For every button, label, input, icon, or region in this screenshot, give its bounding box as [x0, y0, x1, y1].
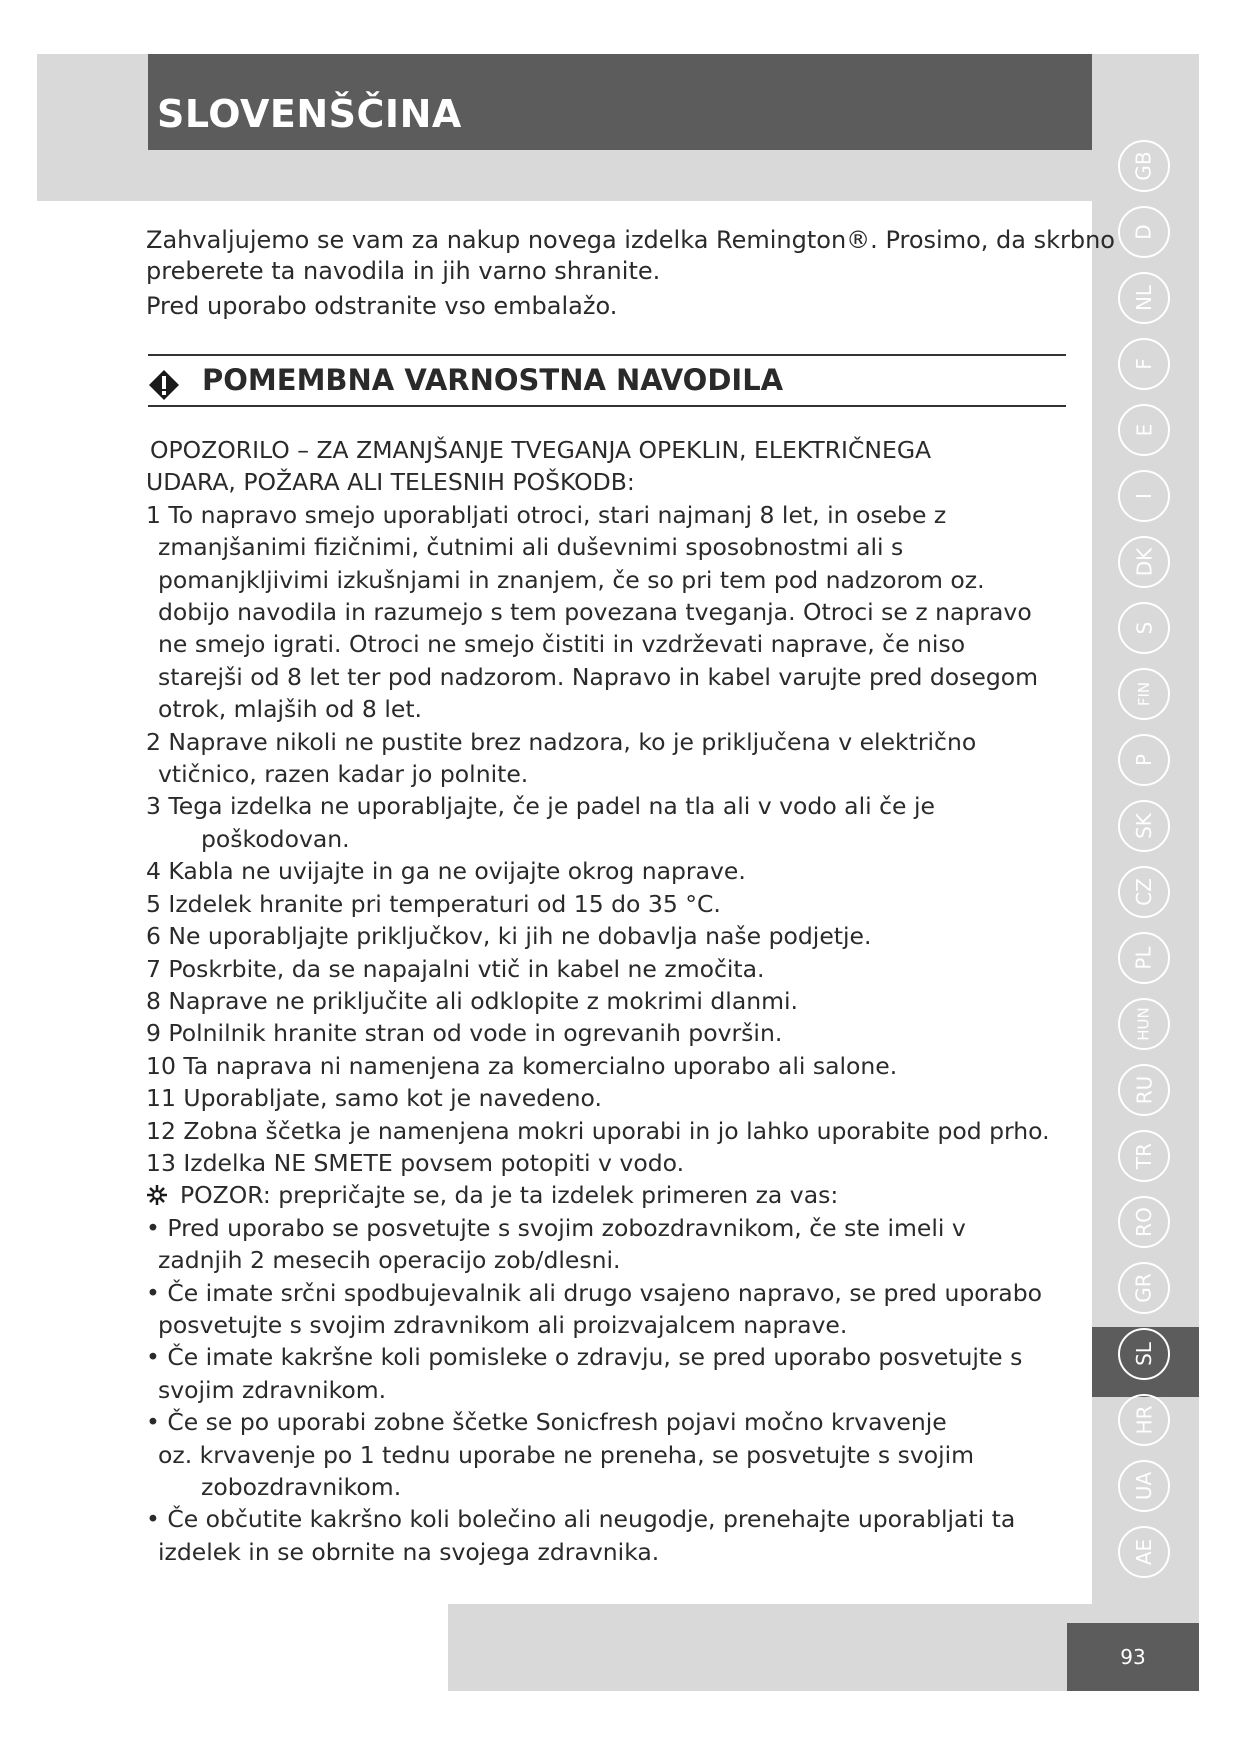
language-tab-e[interactable]: [1118, 404, 1170, 456]
language-tab-label: DK: [1131, 547, 1156, 577]
intro-line: Pred uporabo odstranite vso embalažo.: [146, 292, 618, 320]
page-title: SLOVENŠČINA: [157, 92, 462, 136]
list-item: 6 Ne uporabljajte priključkov, ki jih ne dobavlja naše podjetje.: [146, 922, 872, 951]
list-item-continuation: dobijo navodila in razumejo s tem povezana tveganja. Otroci se z napravo: [158, 598, 1032, 627]
language-tab-label: TR: [1132, 1142, 1156, 1170]
list-item-continuation: vtičnico, razen kadar jo polnite.: [158, 760, 529, 789]
language-tab-label: F: [1131, 358, 1156, 370]
list-item: 9 Polnilnik hranite stran od vode in ogrevanih površin.: [146, 1019, 783, 1048]
list-item-continuation: poškodovan.: [201, 824, 350, 853]
language-tab-label: P: [1132, 753, 1156, 767]
language-tab-p[interactable]: [1118, 734, 1170, 786]
list-item: 2 Naprave nikoli ne pustite brez nadzora, ko je priključena v električno: [146, 727, 977, 756]
language-tab-pl[interactable]: [1118, 932, 1170, 984]
language-tab-gb[interactable]: [1118, 140, 1170, 192]
language-tab-label: D: [1132, 224, 1156, 240]
language-tab-hun[interactable]: [1118, 998, 1170, 1050]
language-tab-fin[interactable]: [1118, 668, 1170, 720]
language-tab-label: GR: [1132, 1273, 1156, 1303]
bullet-item-continuation: svojim zdravnikom.: [158, 1375, 387, 1404]
language-tab-tr[interactable]: [1118, 1130, 1170, 1182]
language-tab-label: E: [1131, 423, 1156, 437]
bullet-item: • Če imate kakršne koli pomisleke o zdravju, se pred uporabo posvetujte s: [146, 1343, 1023, 1372]
warning-line: UDARA, POŽARA ALI TELESNIH POŠKODB:: [146, 468, 635, 497]
bullet-item: • Če se po uporabi zobne ščetke Sonicfresh pojavi močno krvavenje: [146, 1408, 947, 1437]
section-rule-bottom: [148, 405, 1066, 407]
list-item: 3 Tega izdelka ne uporabljajte, če je padel na tla ali v vodo ali če je: [146, 792, 935, 821]
language-tab-hr[interactable]: [1118, 1394, 1170, 1446]
intro-line: preberete ta navodila in jih varno shranite.: [146, 257, 661, 285]
language-tab-cz[interactable]: [1118, 866, 1170, 918]
caution-label: POZOR: prepričajte se, da je ta izdelek primeren za vas:: [180, 1181, 839, 1210]
language-tab-label: S: [1131, 621, 1156, 635]
language-tab-ro[interactable]: [1118, 1196, 1170, 1248]
language-tab-label: SL: [1132, 1342, 1156, 1366]
list-item-continuation: zmanjšanimi fizičnimi, čutnimi ali duševnimi sposobnostmi ali s: [158, 533, 904, 562]
bullet-item-continuation: posvetujte s svojim zdravnikom ali proizvajalcem naprave.: [158, 1310, 848, 1339]
list-item: 13 Izdelka NE SMETE povsem potopiti v vodo.: [146, 1148, 685, 1177]
caution-line: [146, 1179, 1076, 1211]
language-tab-d[interactable]: [1118, 206, 1170, 258]
bullet-item-continuation: zobozdravnikom.: [201, 1473, 402, 1501]
bullet-item: • Pred uporabo se posvetujte s svojim zobozdravnikom, če ste imeli v: [146, 1213, 966, 1242]
section-rule-top: [148, 354, 1066, 356]
language-tab-label: RU: [1131, 1075, 1156, 1105]
language-tab-label: HR: [1132, 1405, 1156, 1435]
language-tab-label: AE: [1131, 1538, 1156, 1566]
list-item: 8 Naprave ne priključite ali odklopite z mokrimi dlanmi.: [146, 986, 799, 1015]
language-tab-ua[interactable]: [1118, 1460, 1170, 1512]
language-tab-label: I: [1132, 493, 1156, 499]
language-tab-label: PL: [1131, 946, 1156, 970]
language-tab-gr[interactable]: [1118, 1262, 1170, 1314]
language-tab-ae[interactable]: [1118, 1526, 1170, 1578]
language-tab-label: HUN: [1134, 1007, 1153, 1041]
language-tab-i[interactable]: [1118, 470, 1170, 522]
bullet-item-continuation: oz. krvavenje po 1 tednu uporabe ne preneha, se posvetujte s svojim: [158, 1440, 975, 1469]
safety-instructions: [146, 434, 1076, 1568]
list-item: 7 Poskrbite, da se napajalni vtič in kabel ne zmočita.: [146, 954, 765, 983]
language-tab-nl[interactable]: [1118, 272, 1170, 324]
list-item: 4 Kabla ne uvijajte in ga ne ovijajte okrog naprave.: [146, 857, 746, 886]
bullet-item: • Če občutite kakršno koli bolečino ali neugodje, prenehajte uporabljati ta: [146, 1505, 1016, 1534]
section-heading: POMEMBNA VARNOSTNA NAVODILA: [202, 363, 784, 397]
bullet-item-continuation: izdelek in se obrnite na svojega zdravnika.: [158, 1537, 660, 1566]
warning-diamond-icon: [148, 369, 180, 401]
language-tab-label: GB: [1132, 151, 1156, 181]
language-tab-label: FIN: [1135, 681, 1153, 707]
language-tab-dk[interactable]: [1118, 536, 1170, 588]
list-item: 12 Zobna ščetka je namenjena mokri uporabi in jo lahko uporabite pod prho.: [146, 1116, 1050, 1145]
list-item-continuation: pomanjkljivimi izkušnjami in znanjem, če so pri tem pod nadzorom oz.: [158, 565, 985, 594]
list-item-continuation: ne smejo igrati. Otroci ne smejo čistiti in vzdrževati naprave, če niso: [158, 630, 966, 659]
language-tab-label: SK: [1132, 813, 1156, 839]
list-item: 1 To napravo smejo uporabljati otroci, stari najmanj 8 let, in osebe z: [146, 500, 947, 529]
list-item: 10 Ta naprava ni namenjena za komercialno uporabo ali salone.: [146, 1051, 898, 1080]
language-tab-label: UA: [1131, 1471, 1156, 1501]
language-tab-label: RO: [1131, 1207, 1156, 1237]
warning-line: OPOZORILO – ZA ZMANJŠANJE TVEGANJA OPEKLIN, ELEKTRIČNEGA: [150, 436, 932, 464]
language-tab-label: CZ: [1131, 878, 1156, 906]
caution-star-icon: [146, 1184, 168, 1206]
list-item-continuation: otrok, mlajših od 8 let.: [158, 695, 423, 724]
page-number: 93: [1067, 1623, 1199, 1691]
intro-line: Zahvaljujemo se vam za nakup novega izdelka Remington®. Prosimo, da skrbno: [146, 226, 1115, 254]
language-tab-f[interactable]: [1118, 338, 1170, 390]
list-item: 11 Uporabljate, samo kot je navedeno.: [146, 1084, 602, 1113]
language-tab-ru[interactable]: [1118, 1064, 1170, 1116]
bullet-item-continuation: zadnjih 2 mesecih operacijo zob/dlesni.: [158, 1246, 621, 1275]
language-tab-sl[interactable]: [1118, 1328, 1170, 1380]
list-item: 5 Izdelek hranite pri temperaturi od 15 do 35 °C.: [146, 889, 721, 918]
list-item-continuation: starejši od 8 let ter pod nadzorom. Napravo in kabel varujte pred dosegom: [158, 662, 1039, 691]
language-tab-label: NL: [1131, 284, 1156, 312]
bullet-item: • Če imate srčni spodbujevalnik ali drugo vsajeno napravo, se pred uporabo: [146, 1278, 1042, 1307]
language-tab-sk[interactable]: [1118, 800, 1170, 852]
language-tab-s[interactable]: [1118, 602, 1170, 654]
